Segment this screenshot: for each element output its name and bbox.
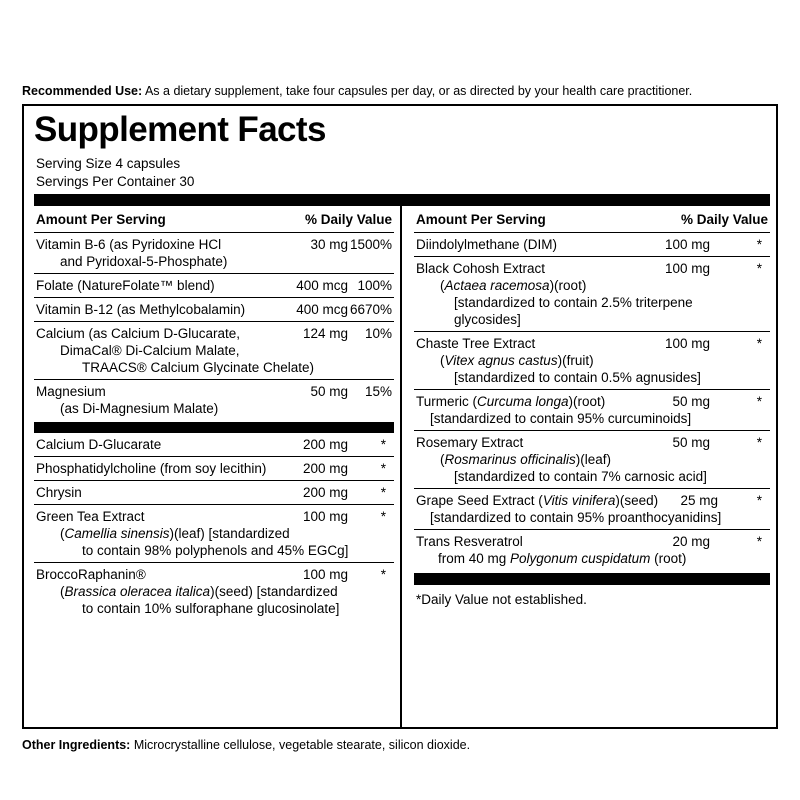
nutrient-dv: * — [756, 261, 762, 276]
nutrient-amount: 30 mg — [310, 237, 348, 252]
nutrient-dv: 10% — [364, 326, 392, 341]
nutrient-amount: 400 mcg — [296, 302, 348, 317]
nutrient-name: Trans Resveratrol — [416, 534, 523, 549]
nutrient-dv: * — [380, 509, 386, 524]
servings-per-container: Servings Per Container 30 — [36, 174, 195, 189]
nutrient-name: Folate (NatureFolate™ blend) — [36, 278, 215, 293]
nutrient-name: Magnesium — [36, 384, 106, 399]
nutrient-amount: 100 mg — [302, 509, 348, 524]
nutrient-subline: (Camellia sinensis)(leaf) [standardized — [60, 526, 290, 541]
nutrient-subline: (as Di-Magnesium Malate) — [60, 401, 219, 416]
table-row — [34, 433, 394, 456]
nutrient-dv: * — [380, 485, 386, 500]
nutrient-subline2: [standardized to contain 2.5% triterpene glycosides] — [454, 295, 693, 327]
left-header-dv: % Daily Value — [304, 212, 392, 227]
nutrient-amount: 124 mg — [302, 326, 348, 341]
nutrient-name: Vitamin B-6 (as Pyridoxine HCl — [36, 237, 222, 252]
nutrient-name: Calcium (as Calcium D-Glucarate, — [36, 326, 241, 341]
nutrient-subline2: [standardized to contain 0.5% agnusides] — [454, 370, 701, 385]
nutrient-dv: 1500% — [349, 237, 392, 252]
nutrient-name: Black Cohosh Extract — [416, 261, 546, 276]
nutrient-dv: * — [756, 534, 762, 549]
nutrient-dv: * — [756, 237, 762, 252]
supplement-facts-panel — [22, 104, 778, 729]
nutrient-subline: (Actaea racemosa)(root) — [440, 278, 587, 293]
nutrient-name: Rosemary Extract — [416, 435, 524, 450]
table-row — [414, 431, 770, 488]
nutrient-subline: and Pyridoxal-5-Phosphate) — [60, 254, 228, 269]
nutrient-dv: * — [756, 435, 762, 450]
right-header-row — [414, 210, 770, 232]
nutrient-name: BroccoRaphanin® — [36, 567, 146, 582]
nutrient-subline: [standardized to contain 95% curcuminoids] — [430, 411, 692, 426]
other-ingredients-text: Microcrystalline cellulose, vegetable stearate, silicon dioxide. — [130, 738, 471, 752]
divider-bar-right-bottom — [414, 573, 770, 585]
nutrient-name: Phosphatidylcholine (from soy lecithin) — [36, 461, 267, 476]
table-row — [414, 257, 770, 331]
table-row — [34, 457, 394, 480]
daily-value-footnote: *Daily Value not established. — [416, 592, 587, 607]
nutrient-amount: 400 mcg — [296, 278, 348, 293]
nutrient-amount: 100 mg — [302, 567, 348, 582]
nutrient-dv: * — [756, 394, 762, 409]
nutrient-dv: * — [380, 437, 386, 452]
nutrient-dv: * — [380, 461, 386, 476]
nutrient-amount: 100 mg — [664, 336, 710, 351]
nutrient-subline: (Brassica oleracea italica)(seed) [standardized — [60, 584, 338, 599]
table-row — [34, 481, 394, 504]
nutrient-subline2: to contain 98% polyphenols and 45% EGCg] — [82, 543, 349, 558]
left-header-row — [34, 210, 394, 232]
table-row — [34, 322, 394, 379]
serving-size: Serving Size 4 capsules — [36, 156, 181, 171]
recommended-use-line — [22, 84, 782, 99]
nutrient-dv: * — [756, 493, 762, 508]
table-row — [34, 563, 394, 620]
table-row — [34, 505, 394, 562]
nutrient-amount: 50 mg — [310, 384, 348, 399]
footnote-row — [414, 585, 770, 611]
nutrient-name: Chaste Tree Extract — [416, 336, 536, 351]
nutrient-amount: 200 mg — [302, 461, 348, 476]
nutrient-subline: (Rosmarinus officinalis)(leaf) — [440, 452, 612, 467]
left-column — [34, 210, 394, 620]
nutrient-subline2: to contain 10% sulforaphane glucosinolate] — [82, 601, 340, 616]
recommended-use-label: Recommended Use: — [22, 84, 143, 98]
nutrient-name: Vitamin B-12 (as Methylcobalamin) — [36, 302, 246, 317]
left-header-amount: Amount Per Serving — [36, 212, 166, 227]
other-ingredients-line — [22, 738, 782, 753]
table-row — [34, 298, 394, 321]
right-header-dv: % Daily Value — [680, 212, 768, 227]
nutrient-amount: 50 mg — [672, 394, 710, 409]
table-row — [34, 233, 394, 273]
divider-bar-left-mid — [34, 422, 394, 433]
nutrient-subline: (Vitex agnus castus)(fruit) — [440, 353, 594, 368]
table-row — [414, 530, 770, 570]
nutrient-name: Turmeric (Curcuma longa)(root) — [416, 394, 606, 409]
nutrient-dv: 15% — [364, 384, 392, 399]
nutrient-name: Green Tea Extract — [36, 509, 145, 524]
table-row — [34, 274, 394, 297]
nutrient-name: Chrysin — [36, 485, 82, 500]
nutrient-name: Calcium D-Glucarate — [36, 437, 162, 452]
nutrient-amount: 20 mg — [672, 534, 710, 549]
divider-bar-top — [34, 194, 770, 206]
nutrient-amount: 200 mg — [302, 437, 348, 452]
nutrient-dv: 6670% — [349, 302, 392, 317]
table-row — [414, 332, 770, 389]
nutrient-name: Diindolylmethane (DIM) — [416, 237, 558, 252]
nutrient-amount: 25 mg — [680, 493, 718, 508]
table-row — [414, 489, 770, 529]
nutrient-subline: [standardized to contain 95% proanthocyanidins] — [430, 510, 722, 525]
nutrient-dv: * — [756, 336, 762, 351]
nutrient-amount: 100 mg — [664, 237, 710, 252]
other-ingredients-label: Other Ingredients: — [22, 738, 131, 752]
right-column — [414, 210, 770, 611]
nutrient-dv: * — [380, 567, 386, 582]
table-row — [414, 233, 770, 256]
right-header-amount: Amount Per Serving — [416, 212, 546, 227]
page-title: Supplement Facts — [34, 110, 326, 149]
nutrient-dv: 100% — [357, 278, 392, 293]
nutrient-amount: 50 mg — [672, 435, 710, 450]
column-divider — [400, 200, 402, 727]
table-row — [414, 390, 770, 430]
nutrient-amount: 100 mg — [664, 261, 710, 276]
nutrient-amount: 200 mg — [302, 485, 348, 500]
nutrient-subline2: TRAACS® Calcium Glycinate Chelate) — [82, 360, 315, 375]
recommended-use-text: As a dietary supplement, take four capsules per day, or as directed by your health care practitioner. — [142, 84, 693, 98]
nutrient-name: Grape Seed Extract (Vitis vinifera)(seed) — [416, 493, 659, 508]
nutrient-subline: from 40 mg Polygonum cuspidatum (root) — [438, 551, 687, 566]
nutrient-subline2: [standardized to contain 7% carnosic acid] — [454, 469, 707, 484]
nutrient-subline: DimaCal® Di-Calcium Malate, — [60, 343, 240, 358]
table-row — [34, 380, 394, 420]
